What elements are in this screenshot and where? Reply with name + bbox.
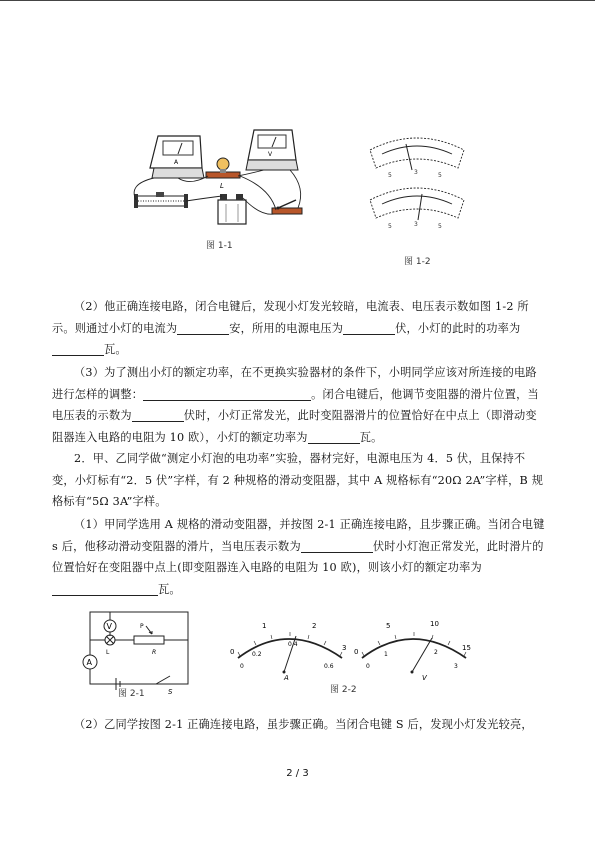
- schematic-label-s: S: [168, 688, 173, 696]
- figure-2-1-schematic: [76, 606, 206, 698]
- voltmeter-outer-tick-0: 0: [354, 648, 359, 656]
- voltmeter-unit: V: [422, 674, 427, 682]
- question-1-part-3: [52, 362, 548, 448]
- figure-1-2-meters: [362, 128, 472, 238]
- switch-image: [272, 200, 302, 214]
- figure-2-2-caption: 图 2-2: [330, 685, 357, 695]
- voltmeter-inner-tick-0: 0: [366, 663, 370, 670]
- paragraph-text: 瓦。: [104, 343, 127, 356]
- answer-blank-rated-power[interactable]: [308, 429, 360, 444]
- voltmeter-outer-tick-1: 5: [386, 622, 391, 630]
- question-1-part-2: [52, 296, 548, 361]
- paragraph-text: （1）甲同学选用 A 规格的滑动变阻器，并按图 2-1 正确连接电路，且步骤正确。当闭合电键 s 后，他移动滑动变阻器的滑片，当电压表示数为: [52, 518, 545, 553]
- paragraph-text: （3）为了测出小灯的额定功率，在不更换实验器材的条件下，小明同学应该对所连接的电路进行怎样的调整：: [52, 366, 537, 401]
- question-2-intro: 2．甲、乙同学做“测定小灯泡的电功率”实验，器材完好，电源电压为 4．5 伏，且保持不变，小灯标有“2．5 伏”字样，有 2 种规格的滑动变阻器，其中 A 规格标有“20Ω 2A”字样，B 规格标有“5Ω 3A”字样。: [52, 452, 544, 508]
- ammeter-outer-tick-3: 3: [342, 644, 347, 652]
- answer-blank-voltmeter-reading[interactable]: [301, 538, 373, 553]
- paragraph-text: 伏，小灯的此时的功率为: [395, 321, 521, 335]
- svg-text:5: 5: [438, 172, 442, 179]
- svg-text:5: 5: [388, 172, 392, 179]
- lamp-label: L: [220, 182, 224, 190]
- ammeter-image: [150, 136, 204, 178]
- paragraph-text: 瓦。: [158, 582, 181, 596]
- schematic-label-p: P: [140, 623, 144, 630]
- schematic-label-l: L: [106, 649, 110, 656]
- answer-blank-current[interactable]: [177, 320, 229, 335]
- svg-text:3: 3: [414, 169, 418, 176]
- voltmeter-inner-tick-3: 3: [454, 663, 458, 670]
- ammeter-inner-tick-2: 0.4: [288, 641, 298, 648]
- paragraph-text: 伏时小灯泡正常发光，此时滑片的位置恰好在变阻器中点上(即变阻器连入电路的电阻为 10 欧)，则该小灯的额定功率为: [52, 539, 544, 574]
- figure-1-2-caption: 图 1-2: [404, 257, 431, 267]
- page-top-rule: [0, 0, 595, 1]
- question-2-part-1: [52, 514, 548, 600]
- paragraph-text: 伏时，小灯正常发光，此时变阻器滑片的位置恰好在中点上（即滑动变阻器连入电路的电阻为 10 欧），小灯的额定功率为: [52, 409, 537, 444]
- svg-text:5: 5: [388, 223, 392, 230]
- figure-1-1-circuit: [130, 128, 310, 228]
- voltmeter-inner-tick-2: 2: [434, 649, 438, 656]
- voltmeter-outer-tick-2: 10: [430, 620, 439, 628]
- ammeter-unit: A: [284, 674, 289, 682]
- voltmeter-scale: [354, 620, 471, 682]
- paragraph-text: （2）他正确连接电路，闭合电键后，发现小灯发光较暗，电流表、电压表示数如图 1-2 所示。则通过小灯的电流为: [52, 300, 529, 335]
- ammeter-outer-tick-1: 1: [262, 622, 267, 630]
- answer-blank-adjustment[interactable]: [143, 386, 311, 401]
- answer-blank-voltage[interactable]: [343, 320, 395, 335]
- paragraph-text: 安，所用的电源电压为: [229, 321, 344, 335]
- answer-blank-rated-power-2[interactable]: [52, 581, 158, 596]
- answer-blank-power[interactable]: [52, 341, 104, 356]
- svg-text:A: A: [174, 159, 179, 166]
- ammeter-outer-tick-0: 0: [230, 648, 235, 656]
- ammeter-inner-tick-1: 0.2: [252, 651, 262, 658]
- ammeter-scale: [230, 622, 346, 682]
- paragraph-text: 瓦。: [359, 430, 383, 444]
- schematic-label-a: A: [86, 658, 92, 667]
- schematic-label-v: V: [106, 622, 112, 631]
- svg-text:5: 5: [438, 223, 442, 230]
- paragraph-text: 。闭合电键后，他调节变阻器的滑片位置，当电压表的示数为: [52, 387, 539, 422]
- battery-image: [218, 194, 246, 224]
- rheostat-image: [134, 192, 188, 208]
- svg-text:V: V: [268, 151, 273, 158]
- ammeter-outer-tick-2: 2: [312, 622, 317, 630]
- figure-2-1-caption: 图 2-1: [118, 689, 145, 699]
- question-2-part-2: （2）乙同学按图 2-1 正确连接电路，虽步骤正确。当闭合电键 S 后，发现小灯发光较亮，: [74, 718, 533, 731]
- lamp-image: [206, 158, 240, 178]
- schematic-label-r: R: [152, 649, 157, 656]
- answer-blank-rated-voltage[interactable]: [132, 407, 184, 422]
- page-number: 2 / 3: [286, 768, 309, 779]
- voltmeter-inner-tick-1: 1: [384, 651, 388, 658]
- voltmeter-image: [246, 130, 298, 170]
- ammeter-inner-tick-3: 0.6: [324, 663, 334, 670]
- ammeter-inner-tick-0: 0: [240, 663, 244, 670]
- figure-1-1-caption: 图 1-1: [206, 241, 233, 251]
- svg-text:3: 3: [414, 221, 418, 228]
- figure-2-2-meters: [226, 614, 476, 684]
- voltmeter-outer-tick-3: 15: [462, 644, 471, 652]
